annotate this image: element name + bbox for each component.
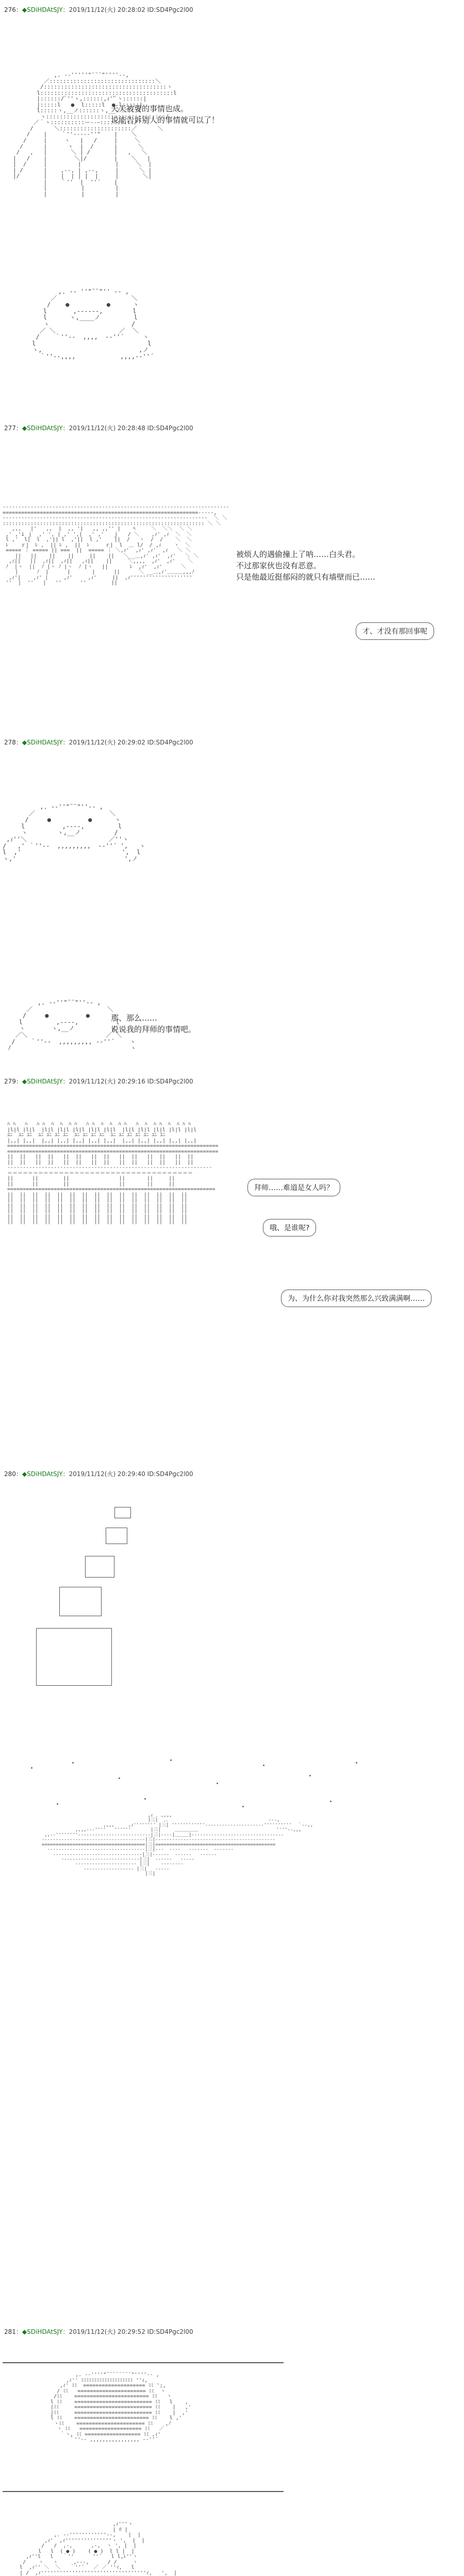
post-279	[0, 1071, 464, 1442]
post-278	[0, 732, 464, 1061]
header-separator: ：	[15, 1470, 22, 1478]
poster-name: ◆SDiHDAtSJY	[22, 6, 63, 13]
post-number[interactable]: 277	[4, 425, 16, 432]
ascii-art-round-object: ,. -‐''''"¨¨¨¨¨¨¨¨"''''‐- , ,ｨ'' ﾐﾐﾐﾐﾐﾐﾐﾐﾐﾐﾐﾐﾐﾐﾐﾐﾐﾐﾐﾐ ''ｨ, ,ｨ' ﾐﾐ ==================== ﾐﾐ ';, / ﾐﾐ ====================== ﾐﾐ ヽ /ﾐﾐ ======================== ﾐﾐ ヽ l ﾐﾐ ========================= ﾐﾐ l , |ﾐﾐ ========================= ﾐﾐ | ,' |ﾐﾐ ========================= ﾐﾐ | ,' l ﾐﾐ ======================== ﾐﾐ l ,' ヽﾐﾐ ====================== ﾐﾐ ,ﾉ ヽ ﾐﾐ ==================== ﾐﾐ ／ ｀ヽ, ﾐﾐ ================== ﾐﾐ ,ｨ' ｀''‐- ,,,,,,,,,,,,,,,, -‐''´	[51, 2372, 191, 2443]
header-separator: ：	[15, 425, 22, 432]
star-dot	[144, 1798, 146, 1800]
square-2	[106, 1528, 127, 1544]
header-separator: ：	[15, 1078, 22, 1085]
post-number[interactable]: 278	[4, 739, 16, 746]
speech-bubble: 才、才没有那回事呢	[356, 622, 434, 640]
post-276	[0, 0, 464, 448]
header-separator: ：	[15, 739, 22, 746]
post-meta: ：2019/11/12(火) 20:28:48 ID:SD4Pgc2l00	[62, 425, 193, 432]
post-meta: ：2019/11/12(火) 20:28:02 ID:SD4Pgc2l00	[62, 6, 193, 13]
post-meta: ：2019/11/12(火) 20:29:16 ID:SD4Pgc2l00	[62, 1078, 193, 1085]
square-3	[85, 1556, 114, 1578]
star-dot	[217, 1783, 218, 1784]
post-number[interactable]: 279	[4, 1078, 16, 1085]
poster-name: ◆SDiHDAtSJY	[22, 425, 63, 432]
ascii-art-cityscape: ‐‐‐‐‐‐‐‐‐‐‐‐‐‐‐‐‐‐‐‐‐‐‐‐‐‐‐‐‐‐‐‐‐‐‐‐‐‐‐‐‐‐‐‐‐‐‐‐‐‐‐‐‐‐‐‐‐‐‐‐‐‐‐‐‐‐‐‐‐‐‐‐‐ ===============================================================‐‐‐‐‐, ‐‐‐‐‐‐‐‐‐‐‐‐‐‐‐‐‐‐‐‐‐‐‐‐‐‐‐‐‐‐‐‐‐‐‐‐‐‐‐‐‐‐‐‐‐‐‐‐‐‐‐‐‐‐‐‐‐‐‐‐‐‐‐‐‐‐ ＼ ＼ ::::::::::::::::::::::::::::::::::::::::::::::::::::::::::::::::: ＼ ＼ ,,, |' ,, | ,, '| ,, ,,'' | ﾍ ＼ ＼＼ ＼ ＼ ,' ,'i ｊ ,' ', | ,' ',| ,' ,' ｊ / ＼ ,ｨ' ,ｨ ＼ ＼ l ,' l| l ,'|| l ,'|| l ,' || / ヽ / / ＼ ＼ ﾚ ｒ| ﾚ , || ﾚ , || ﾚ ｒ| l ＿ l/ / ,ｨ ヽ ＼ ===== ｜ ===== || === || ===== ｜ ＼,ｨ' ,ｨ' ,ｨ' ,ｨ ＼ ＼ || || || || || || ＼__＿,ｨ' ,ｨ' ,ｨ' ＼ ＼ ,ｨ|| || ,ｨ|| ,ｨ|| ,ｨ|| || ＼,,,, ,ｨ' ,ｨ' ＼ ﾉ |ヽ || ﾉ |ヽ ﾉ |ヽ ﾉ |ヽ || ﾚ ,ｨ' ,ｨ' ＼ | ﾉ | | | || ＼ __＿,ｨ'＿＿＿,,,ﾉ ,ｨ'| ,ｨ' | ,ｨ' ,ｨ' || ,ｨ'''''''''''''''''''' '' | '' | '' '' ||	[3, 504, 229, 586]
header-separator: ：	[15, 6, 22, 13]
square-4	[59, 1587, 102, 1616]
star-dot	[170, 1759, 172, 1761]
ascii-art-figure-holding-object: ,ｨ'''ヽ | ﾛ | ,. -‐''''''''''''‐-, | | ,ｨ' ,ｨ'''''''''''''''ヽ ', | | / / ,-, ,-, ヽ ', | | l l ( ● ) ( ● ) l l | | ,ｨ''l l ｀'' ''´ l l,ﾚ''ヽ / ヽ ヽ ,-‐-, / / ヽ l ,ｨ'' ＼ ＼ ｀''´ ／ ／ ''ｨ, l | / ,ｨ''''''''''''''''''''''''''''''''''ｨ, ', |	[20, 2521, 177, 2576]
ascii-art-night-landscape: ,ｨ ､ ,,,, |三| ､、 ‐‐‐, ,,,, ,ｨ'''''''' |三| ''''''''''''‐‐‐‐‐‐‐‐‐‐‐‐‐‐‐‐‐‐‐‐‐'''''''''' ｀‐‐,, ,,,,‐‐‐'''' '''''' |三| ＿＿＿＿＿ ''''‐‐,,, ,,‐‐''''''''‐‐‐‐‐‐‐‐‐‐‐‐‐‐‐‐‐‐‐‐‐‐‐‐‐‐|三|‐‐‐‐|＿＿＿|‐‐‐‐‐‐‐‐‐‐‐‐‐‐‐‐‐‐‐‐‐‐‐‐‐‐‐‐‐‐‐‐‐ ‐‐‐‐‐‐‐‐‐‐‐‐‐‐‐‐‐‐‐‐‐‐‐‐‐‐‐‐‐‐‐‐‐‐‐‐‐|三|‐‐‐‐‐‐‐‐‐‐‐‐‐‐‐‐‐‐‐‐‐‐‐‐‐‐‐‐‐‐‐‐‐‐‐‐‐‐‐‐‐‐‐ =====================================|三|=========================================== ‐‐‐‐‐‐‐‐‐‐‐‐‐‐‐‐‐‐‐‐‐‐‐‐‐‐‐‐‐‐‐‐‐‐‐|三|‐‐‐ ‐‐‐‐ ‐‐‐‐‐‐‐ ‐‐‐‐‐‐‐ ‐‐‐‐‐‐‐‐‐‐‐‐‐‐‐‐‐‐‐‐‐‐‐‐‐‐‐‐‐‐‐‐|三|‐‐‐‐‐‐ ‐‐‐‐‐‐ ‐‐‐‐‐‐ ‐‐‐‐‐‐‐‐‐‐‐‐‐‐‐‐‐‐‐‐‐‐‐‐‐‐‐‐|三| ‐‐‐‐‐‐ ‐‐‐‐‐ ‐‐‐‐‐‐‐‐‐‐‐‐‐‐‐‐‐‐‐‐‐‐ |三| ‐‐‐‐‐‐‐‐ ‐‐‐‐‐‐‐‐‐‐‐‐‐‐‐‐‐‐ |三| ‐‐‐‐‐ |三|	[41, 1813, 313, 1877]
post-280	[0, 1463, 464, 1989]
post-277	[0, 417, 464, 742]
post-header	[4, 738, 193, 747]
poster-name: ◆SDiHDAtSJY	[22, 2328, 63, 2335]
square-5	[36, 1628, 112, 1686]
horizontal-rule-top	[3, 2362, 284, 2363]
star-dot	[309, 1775, 311, 1776]
square-1	[114, 1507, 131, 1518]
ascii-art-man: ,. -‐'''''"¨¨¨"''''‐-, ／:::::::::::::::::::::::::::::::＼ /::::::::::::::::::::::::::::::::::::ヽ l:::::::::::::::::::::::::::::::::::::::l |::::::/ﾞ''ヽ,::::::,ｨ''ﾞヽ::::::| |:::::l ● l:::::l ● l:::::| l:::::ヽ,__ノ::::::ヽ,__ノ:::::l ヽ:::::::::::::::::::::::::::::::::::/ ／｀ヽ::::::::::ー‐‐ｰ::::::::::/｀＼ / ＼:::::::::::::::::::::／ ＼ / | ｀''‐---‐''" | ＼ / | ヽ | / | ＼ / | ヽ | / | ＼ / , | ＼ | / | , ＼ | / | ＼|/ | ＼ | | / | | | ＼ | | / | ,--, | ,--, | ＼ | |/ | | | | | | | ＼| | ｀'' | ''´ | | | | | | |	[13, 72, 177, 197]
post-header	[4, 5, 193, 14]
star-dot	[119, 1777, 120, 1779]
ascii-art-creature-left: ,. -‐''"¨¨"''‐- , ／ ＼ / ● ● ヽ l ,-‐‐-, l ヽ ヽ,__ノ / ,ｨ''＼ ／''ヽ / ,' ｀''‐- ,,,,,,,,, -‐''´ ', ヽ l ,' ', l ヽ,' ',ノ	[3, 803, 145, 862]
star-dot	[330, 1801, 332, 1802]
speech-bubble-1: 拜师……难道是女人吗？	[247, 1179, 340, 1196]
post-header	[4, 1469, 193, 1478]
post-header	[4, 2327, 193, 2336]
poster-name: ◆SDiHDAtSJY	[22, 1078, 63, 1085]
star-dot	[263, 1765, 264, 1766]
ascii-art-building: ﾊ ﾊ ﾊ ﾊ ﾊ ﾊ ﾊ ﾊ ﾊ ﾊ ﾊ ﾊ ﾊ ﾊ ﾊ ﾊ ﾊ ﾊ ﾊ ﾊ ﾊ ﾊ ﾊ |l|l |l|l |l|l |l|l |l|l |l|l |l|l |l|l |l|l |l|l |l|l |l|l ﾕﾆ ﾕﾆ ﾕﾆ ﾕﾆ ﾕﾆ ﾕﾆ ﾕﾆ ﾕﾆ ﾕﾆ ﾕﾆ ﾕﾆ ﾕﾆ ﾕﾆ ﾕﾆ ﾕﾆ ﾕﾆ ﾕﾆ ﾕﾆ |,,| |,,| |,,| |,,| |,,| |,,| |,,| |,,| |,,| |,,| |,,| |,,| ==================================================================== ==================================================================== || || || || || || || || || || || || || || || || || || || || || || || || || || || || ‐‐‐‐‐‐‐‐‐‐‐‐‐‐‐‐‐‐‐‐‐‐‐‐‐‐‐‐‐‐‐‐‐‐‐‐‐‐‐‐‐‐‐‐‐‐‐‐‐‐‐‐‐‐‐‐‐‐‐‐‐‐‐‐‐‐ ＝＝＝＝＝＝＝＝＝＝＝＝＝＝＝＝＝＝＝＝＝＝＝＝＝＝＝＝＝＝＝＝＝＝＝＝ || || || || || || || || || || || || =================================================================== || || || || || || || || || || || || || || || || || || || || || || || || || || || || || || || || || || || || || || || || || || || || || || || || || || || || || || || || || || || || || || || || || || || || || || || || || || || || || || || || || || || || || || || || || ||	[7, 1122, 219, 1225]
dialog-text: 被烦人的遇偷撞上了呐……白头君。 不过那家伙也没有恶意。 只是他最近挺郁闷的就只有墙壁而已……	[236, 550, 376, 582]
poster-name: ◆SDiHDAtSJY	[22, 739, 63, 746]
horizontal-rule-bottom	[3, 2491, 284, 2492]
star-dot	[72, 1762, 74, 1764]
post-number[interactable]: 280	[4, 1470, 16, 1478]
dialog-text: 那、那么…… 说说我的拜师的事情吧。	[111, 1013, 196, 1034]
post-meta: ：2019/11/12(火) 20:29:02 ID:SD4Pgc2l00	[62, 739, 193, 746]
star-dot	[356, 1762, 357, 1764]
speech-bubble-3: 为、为什么你对我突然那么兴致满满啊……	[281, 1290, 432, 1307]
post-number[interactable]: 276	[4, 6, 16, 13]
post-meta: ：2019/11/12(火) 20:29:52 ID:SD4Pgc2l00	[62, 2328, 193, 2335]
poster-name: ◆SDiHDAtSJY	[22, 1470, 63, 1478]
post-header	[4, 423, 193, 432]
post-281	[0, 2321, 464, 2576]
header-separator: ：	[15, 2328, 22, 2335]
post-number[interactable]: 281	[4, 2328, 16, 2335]
post-header	[4, 1077, 193, 1086]
ascii-art-creature: ,. -‐ ''"¨¨"'' ‐- , ／ ＼ / ● ● ヽ l ,-‐‐‐‐-, l l ヽ,____ノ l ヽ / ／ ＼ ／ ＼ / ｀''‐- ,,,, -‐''´ ヽ l l ヽ, ,ノ ｀''‐-,,,, ,,,,-‐''´	[32, 288, 154, 360]
star-dot	[57, 1803, 58, 1805]
post-meta: ：2019/11/12(火) 20:29:40 ID:SD4Pgc2l00	[62, 1470, 193, 1478]
ascii-art-creature-right: ,. -‐''"¨¨"''‐- , ／ ＼ / ● ● ヽ l ,-‐‐-, l ヽ ヽ,__ノ / ／＼ ／ ＼ / ｀''‐- ,,,,,,,,, -‐''´ ヽ ﾉ ヽ	[8, 999, 137, 1052]
speech-bubble-2: 哦、是谁呢?	[263, 1219, 316, 1236]
star-dot	[31, 1767, 32, 1769]
dialog-text: 天天被要的事情也成。 说能告诉别人的事情就可以了！	[111, 104, 220, 125]
star-dot	[242, 1806, 244, 1807]
